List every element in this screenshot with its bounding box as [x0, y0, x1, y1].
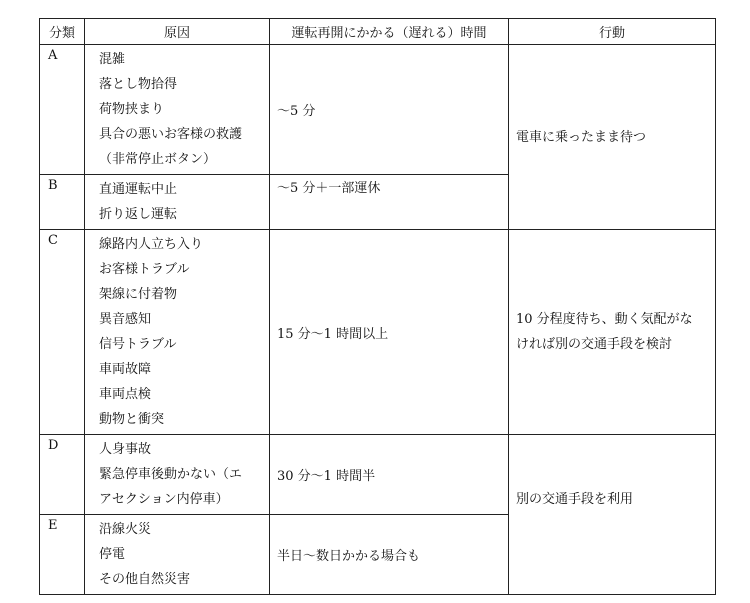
causes-cell [85, 45, 270, 175]
action-line: 10 分程度待ち、動く気配がな [516, 312, 693, 327]
time-cell: 15 分〜1 時間以上 [270, 230, 509, 435]
cause-item: 信号トラブル [99, 337, 177, 352]
header-row [40, 19, 716, 45]
category-cell: E [40, 515, 85, 595]
table-row-a [40, 45, 716, 175]
action-cell: 電車に乗ったまま待つ [509, 45, 716, 230]
action-cell [509, 230, 716, 435]
time-cell: 〜5 分 [270, 45, 509, 175]
cause-item: お客様トラブル [99, 262, 190, 277]
cause-item: 沿線火災 [99, 522, 152, 537]
cause-item: 架線に付着物 [99, 287, 178, 302]
cause-item: 線路内人立ち入り [99, 237, 204, 252]
category-cell: A [40, 45, 85, 175]
category-cell: B [40, 175, 85, 230]
cause-item: アセクション内停車） [99, 492, 229, 507]
cause-item: 車両点検 [99, 387, 152, 402]
cause-item: 人身事故 [99, 442, 152, 457]
cause-item: 停電 [99, 547, 126, 562]
header-category: 分類 [40, 19, 85, 45]
causes-cell [85, 435, 270, 515]
header-cause: 原因 [85, 19, 270, 45]
action-cell: 別の交通手段を利用 [509, 435, 716, 595]
cause-item: 直通運転中止 [99, 182, 178, 197]
cause-item: 荷物挟まり [99, 102, 165, 117]
cause-item: 落とし物拾得 [99, 77, 178, 92]
category-cell: C [40, 230, 85, 435]
table-row-c [40, 230, 716, 435]
time-cell: 半日〜数日かかる場合も [270, 515, 509, 595]
delay-response-table [39, 18, 716, 595]
cause-item: 混雑 [99, 52, 126, 67]
cause-item: 折り返し運転 [99, 207, 178, 222]
cause-item: （非常停止ボタン） [99, 152, 217, 167]
causes-cell [85, 230, 270, 435]
time-cell: 〜5 分＋一部運休 [270, 175, 509, 230]
header-action: 行動 [509, 19, 716, 45]
causes-cell [85, 175, 270, 230]
cause-item: 動物と衝突 [99, 412, 165, 427]
cause-item: 具合の悪いお客様の救護 [99, 127, 243, 142]
table-row-d [40, 435, 716, 515]
time-cell: 30 分〜1 時間半 [270, 435, 509, 515]
cause-item: 緊急停車後動かない（エ [99, 467, 243, 482]
header-time: 運転再開にかかる（遅れる）時間 [270, 19, 509, 45]
action-line: ければ別の交通手段を検討 [516, 337, 673, 352]
category-cell: D [40, 435, 85, 515]
cause-item: その他自然災害 [99, 572, 191, 587]
cause-item: 異音感知 [99, 312, 152, 327]
cause-item: 車両故障 [99, 362, 152, 377]
causes-cell [85, 515, 270, 595]
